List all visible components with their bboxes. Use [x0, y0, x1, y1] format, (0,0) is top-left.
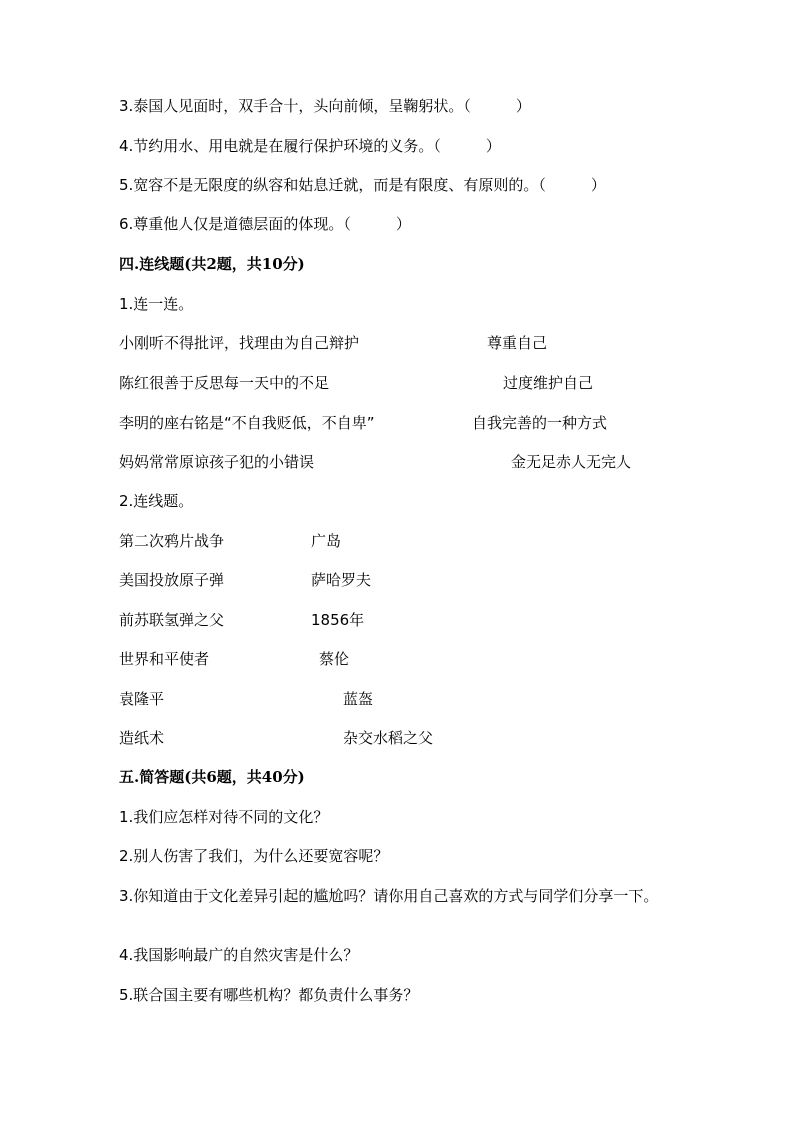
match-q2-right-2: 萨哈罗夫 [311, 571, 372, 589]
section-4-heading: 四.连线题(共2题，共10分) [119, 255, 305, 273]
section-5-heading: 五.简答题(共6题，共40分) [119, 768, 305, 786]
match-q1-left-1: 小刚听不得批评，找理由为自己辩护 [119, 334, 360, 352]
match-q2-left-6: 造纸术 [119, 729, 165, 747]
judge-item-5: 5.宽容不是无限度的纵容和姑息迁就，而是有限度、有原则的。（ ） [119, 176, 606, 194]
match-q1-right-4: 金无足赤人无完人 [511, 453, 632, 471]
match-q2-right-4: 蔡伦 [319, 650, 350, 668]
match-q2-right-3: 1856年 [311, 611, 365, 629]
match-q2-right-1: 广岛 [311, 532, 342, 550]
match-q1-right-2: 过度维护自己 [503, 374, 594, 392]
short-answer-2: 2.别人伤害了我们，为什么还要宽容呢？ [119, 847, 389, 865]
match-q1-title: 1.连一连。 [119, 295, 194, 313]
match-q2-left-5: 袁隆平 [119, 690, 165, 708]
match-q2-left-3: 前苏联氢弹之父 [119, 611, 225, 629]
match-q1-right-1: 尊重自己 [487, 334, 548, 352]
judge-item-3: 3.泰国人见面时，双手合十，头向前倾，呈鞠躬状。（ ） [119, 97, 531, 115]
match-q2-right-5: 蓝盔 [343, 690, 374, 708]
match-q1-left-3: 李明的座右铭是“不自我贬低，不自卑” [119, 414, 375, 432]
match-q2-title: 2.连线题。 [119, 492, 194, 510]
short-answer-4: 4.我国影响最广的自然灾害是什么？ [119, 946, 359, 964]
match-q1-left-2: 陈红很善于反思每一天中的不足 [119, 374, 330, 392]
match-q2-right-6: 杂交水稻之父 [343, 729, 434, 747]
short-answer-1: 1.我们应怎样对待不同的文化？ [119, 808, 329, 826]
judge-item-6: 6.尊重他人仅是道德层面的体现。（ ） [119, 215, 411, 233]
match-q2-left-2: 美国投放原子弹 [119, 571, 225, 589]
match-q1-left-4: 妈妈常常原谅孩子犯的小错误 [119, 453, 315, 471]
short-answer-3: 3.你知道由于文化差异引起的尴尬吗？请你用自己喜欢的方式与同学们分享一下。 [119, 887, 659, 905]
match-q2-left-4: 世界和平使者 [119, 650, 210, 668]
judge-item-4: 4.节约用水、用电就是在履行保护环境的义务。（ ） [119, 137, 501, 155]
short-answer-5: 5.联合国主要有哪些机构？都负责什么事务？ [119, 986, 419, 1004]
match-q2-left-1: 第二次鸦片战争 [119, 532, 225, 550]
match-q1-right-3: 自我完善的一种方式 [472, 414, 608, 432]
